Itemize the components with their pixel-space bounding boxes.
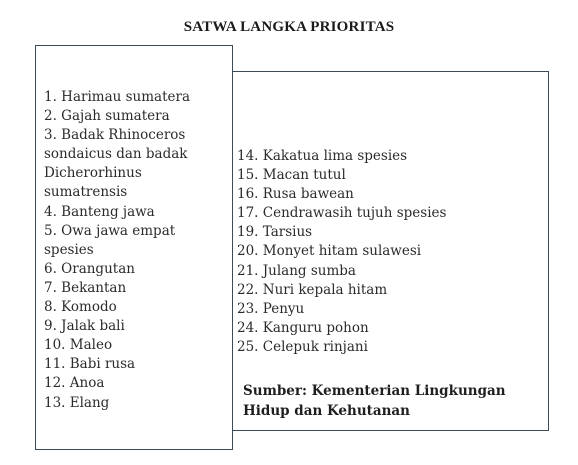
list-item: 13. Elang: [44, 394, 110, 411]
list-item: 23. Penyu: [237, 300, 305, 317]
left-panel: [35, 45, 233, 450]
list-item: 21. Julang sumba: [237, 262, 356, 279]
list-item: 6. Orangutan: [44, 260, 135, 277]
list-item: 15. Macan tutul: [237, 167, 346, 184]
list-item: 1. Harimau sumatera: [44, 89, 190, 105]
right-panel: [212, 71, 549, 431]
list-item: 2. Gajah sumatera: [44, 108, 170, 125]
source-note: [243, 381, 543, 421]
list-item: 3. Badak Rhinoceros sondaicus dan badak Dicherorhinus sumatrensis: [44, 127, 188, 201]
list-item: 7. Bekantan: [44, 279, 127, 296]
list-item: 16. Rusa bawean: [237, 186, 354, 203]
list-item: 8. Komodo: [44, 299, 117, 316]
list-item: 12. Anoa: [44, 375, 105, 392]
list-item: 5. Owa jawa empat spesies: [44, 222, 176, 258]
list-item: 11. Babi rusa: [44, 356, 136, 373]
list-item: 19. Tarsius: [237, 224, 313, 241]
right-species-list: [237, 147, 537, 357]
list-item: 20. Monyet hitam sulawesi: [237, 243, 422, 260]
source-line: Hidup dan Kehutanan: [243, 403, 410, 419]
list-item: 22. Nuri kepala hitam: [237, 281, 388, 298]
list-item: 14. Kakatua lima spesies: [237, 148, 408, 164]
list-item: 4. Banteng jawa: [44, 203, 155, 220]
list-item: 9. Jalak bali: [44, 318, 125, 335]
left-species-list: [44, 88, 228, 413]
list-item: 17. Cendrawasih tujuh spesies: [237, 205, 447, 222]
page-title: SATWA LANGKA PRIORITAS: [183, 19, 395, 35]
list-item: 24. Kanguru pohon: [237, 319, 369, 336]
list-item: 25. Celepuk rinjani: [237, 338, 368, 355]
source-line: Sumber: Kementerian Lingkungan: [243, 383, 506, 399]
list-item: 10. Maleo: [44, 337, 113, 354]
